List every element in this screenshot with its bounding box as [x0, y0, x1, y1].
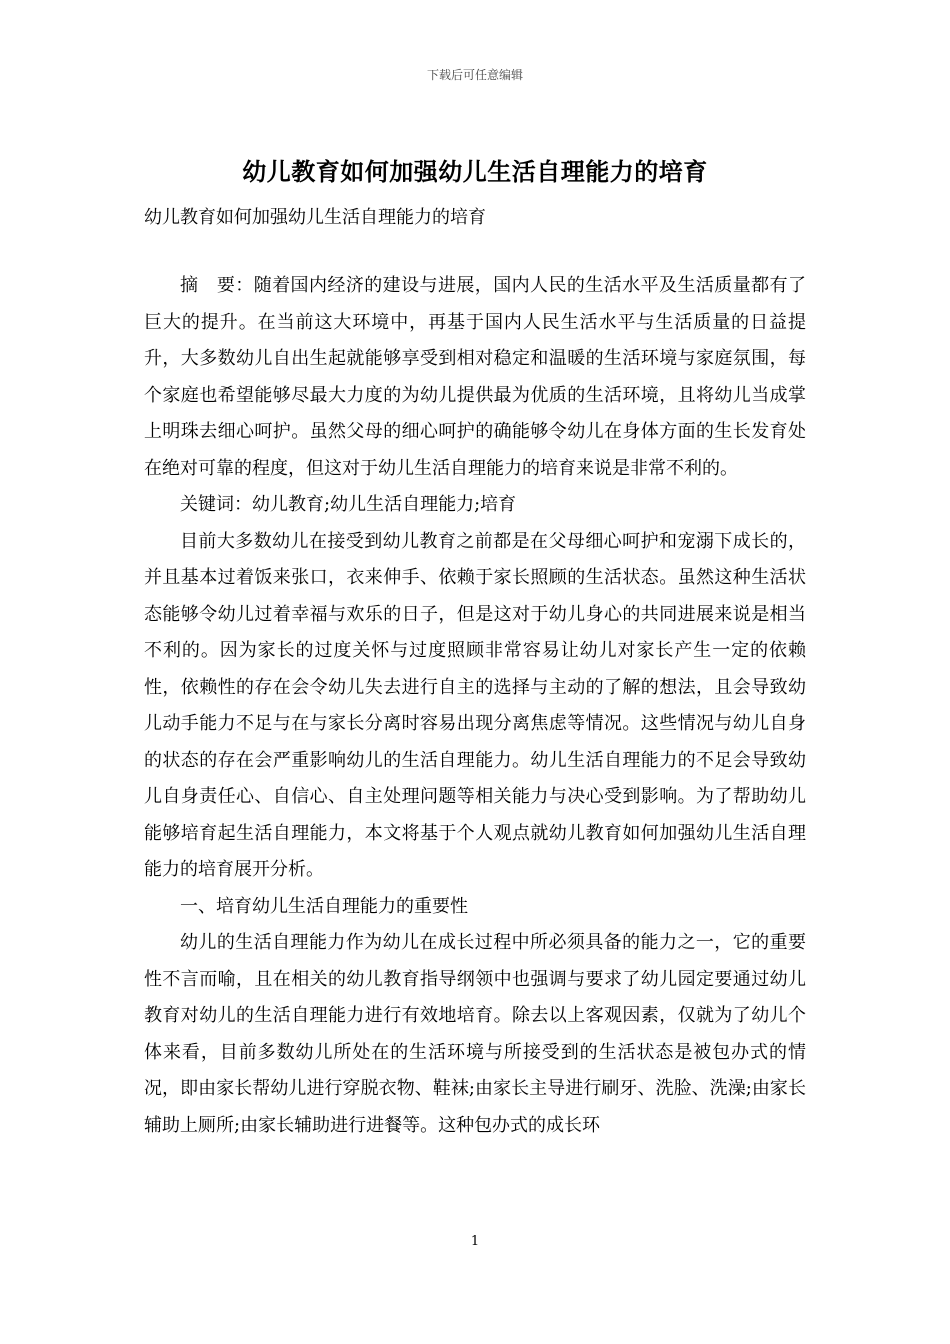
section-paragraph: 幼儿的生活自理能力作为幼儿在成长过程中所必须具备的能力之一，它的重要性不言而喻，且在相关的幼儿教育指导纲领中也强调与要求了幼儿园定要通过幼儿教育对幼儿的生活自理能力进行有效地培育。除去以上客观因素，仅就为了幼儿个体来看，目前多数幼儿所处在的生活环境与所接受到的生活状态是被包办式的情况，即由家长帮幼儿进行穿脱衣物、鞋袜;由家长主导进行刷牙、洗脸、洗澡;由家长辅助上厕所;由家长辅助进行进餐等。这种包办式的成长环 — [144, 932, 806, 1136]
abstract-paragraph: 摘 要：随着国内经济的建设与进展，国内人民的生活水平及生活质量都有了巨大的提升。在当前这大环境中，再基于国内人民生活水平与生活质量的日益提升，大多数幼儿自出生起就能够享受到相对稳定和温暖的生活环境与家庭氛围，每个家庭也希望能够尽最大力度的为幼儿提供最为优质的生活环境，且将幼儿当成掌上明珠去细心呵护。虽然父母的细心呵护的确能够令幼儿在身体方面的生长发育处在绝对可靠的程度，但这对于幼儿生活自理能力的培育来说是非常不利的。 — [144, 275, 806, 479]
document-body — [144, 268, 806, 1144]
keywords-paragraph: 关键词：幼儿教育;幼儿生活自理能力;培育 — [180, 494, 517, 515]
document-subtitle: 幼儿教育如何加强幼儿生活自理能力的培育 — [144, 207, 486, 228]
header-note: 下载后可任意编辑 — [426, 68, 523, 82]
intro-paragraph: 目前大多数幼儿在接受到幼儿教育之前都是在父母细心呵护和宠溺下成长的，并且基本过着饭来张口，衣来伸手、依赖于家长照顾的生活状态。虽然这种生活状态能够令幼儿过着幸福与欢乐的日子，但是这对于幼儿身心的共同进展来说是相当不利的。因为家长的过度关怀与过度照顾非常容易让幼儿对家长产生一定的依赖性，依赖性的存在会令幼儿失去进行自主的选择与主动的了解的想法，且会导致幼儿动手能力不足与在与家长分离时容易出现分离焦虑等情况。这些情况与幼儿自身的状态的存在会严重影响幼儿的生活自理能力。幼儿生活自理能力的不足会导致幼儿自身责任心、自信心、自主处理问题等相关能力与决心受到影响。为了帮助幼儿能够培育起生活自理能力，本文将基于个人观点就幼儿教育如何加强幼儿生活自理能力的培育展开分析。 — [144, 530, 806, 880]
section-heading: 一、培育幼儿生活自理能力的重要性 — [180, 895, 468, 917]
page-number: 1 — [470, 1234, 480, 1249]
document-title: 幼儿教育如何加强幼儿生活自理能力的培育 — [242, 157, 708, 186]
